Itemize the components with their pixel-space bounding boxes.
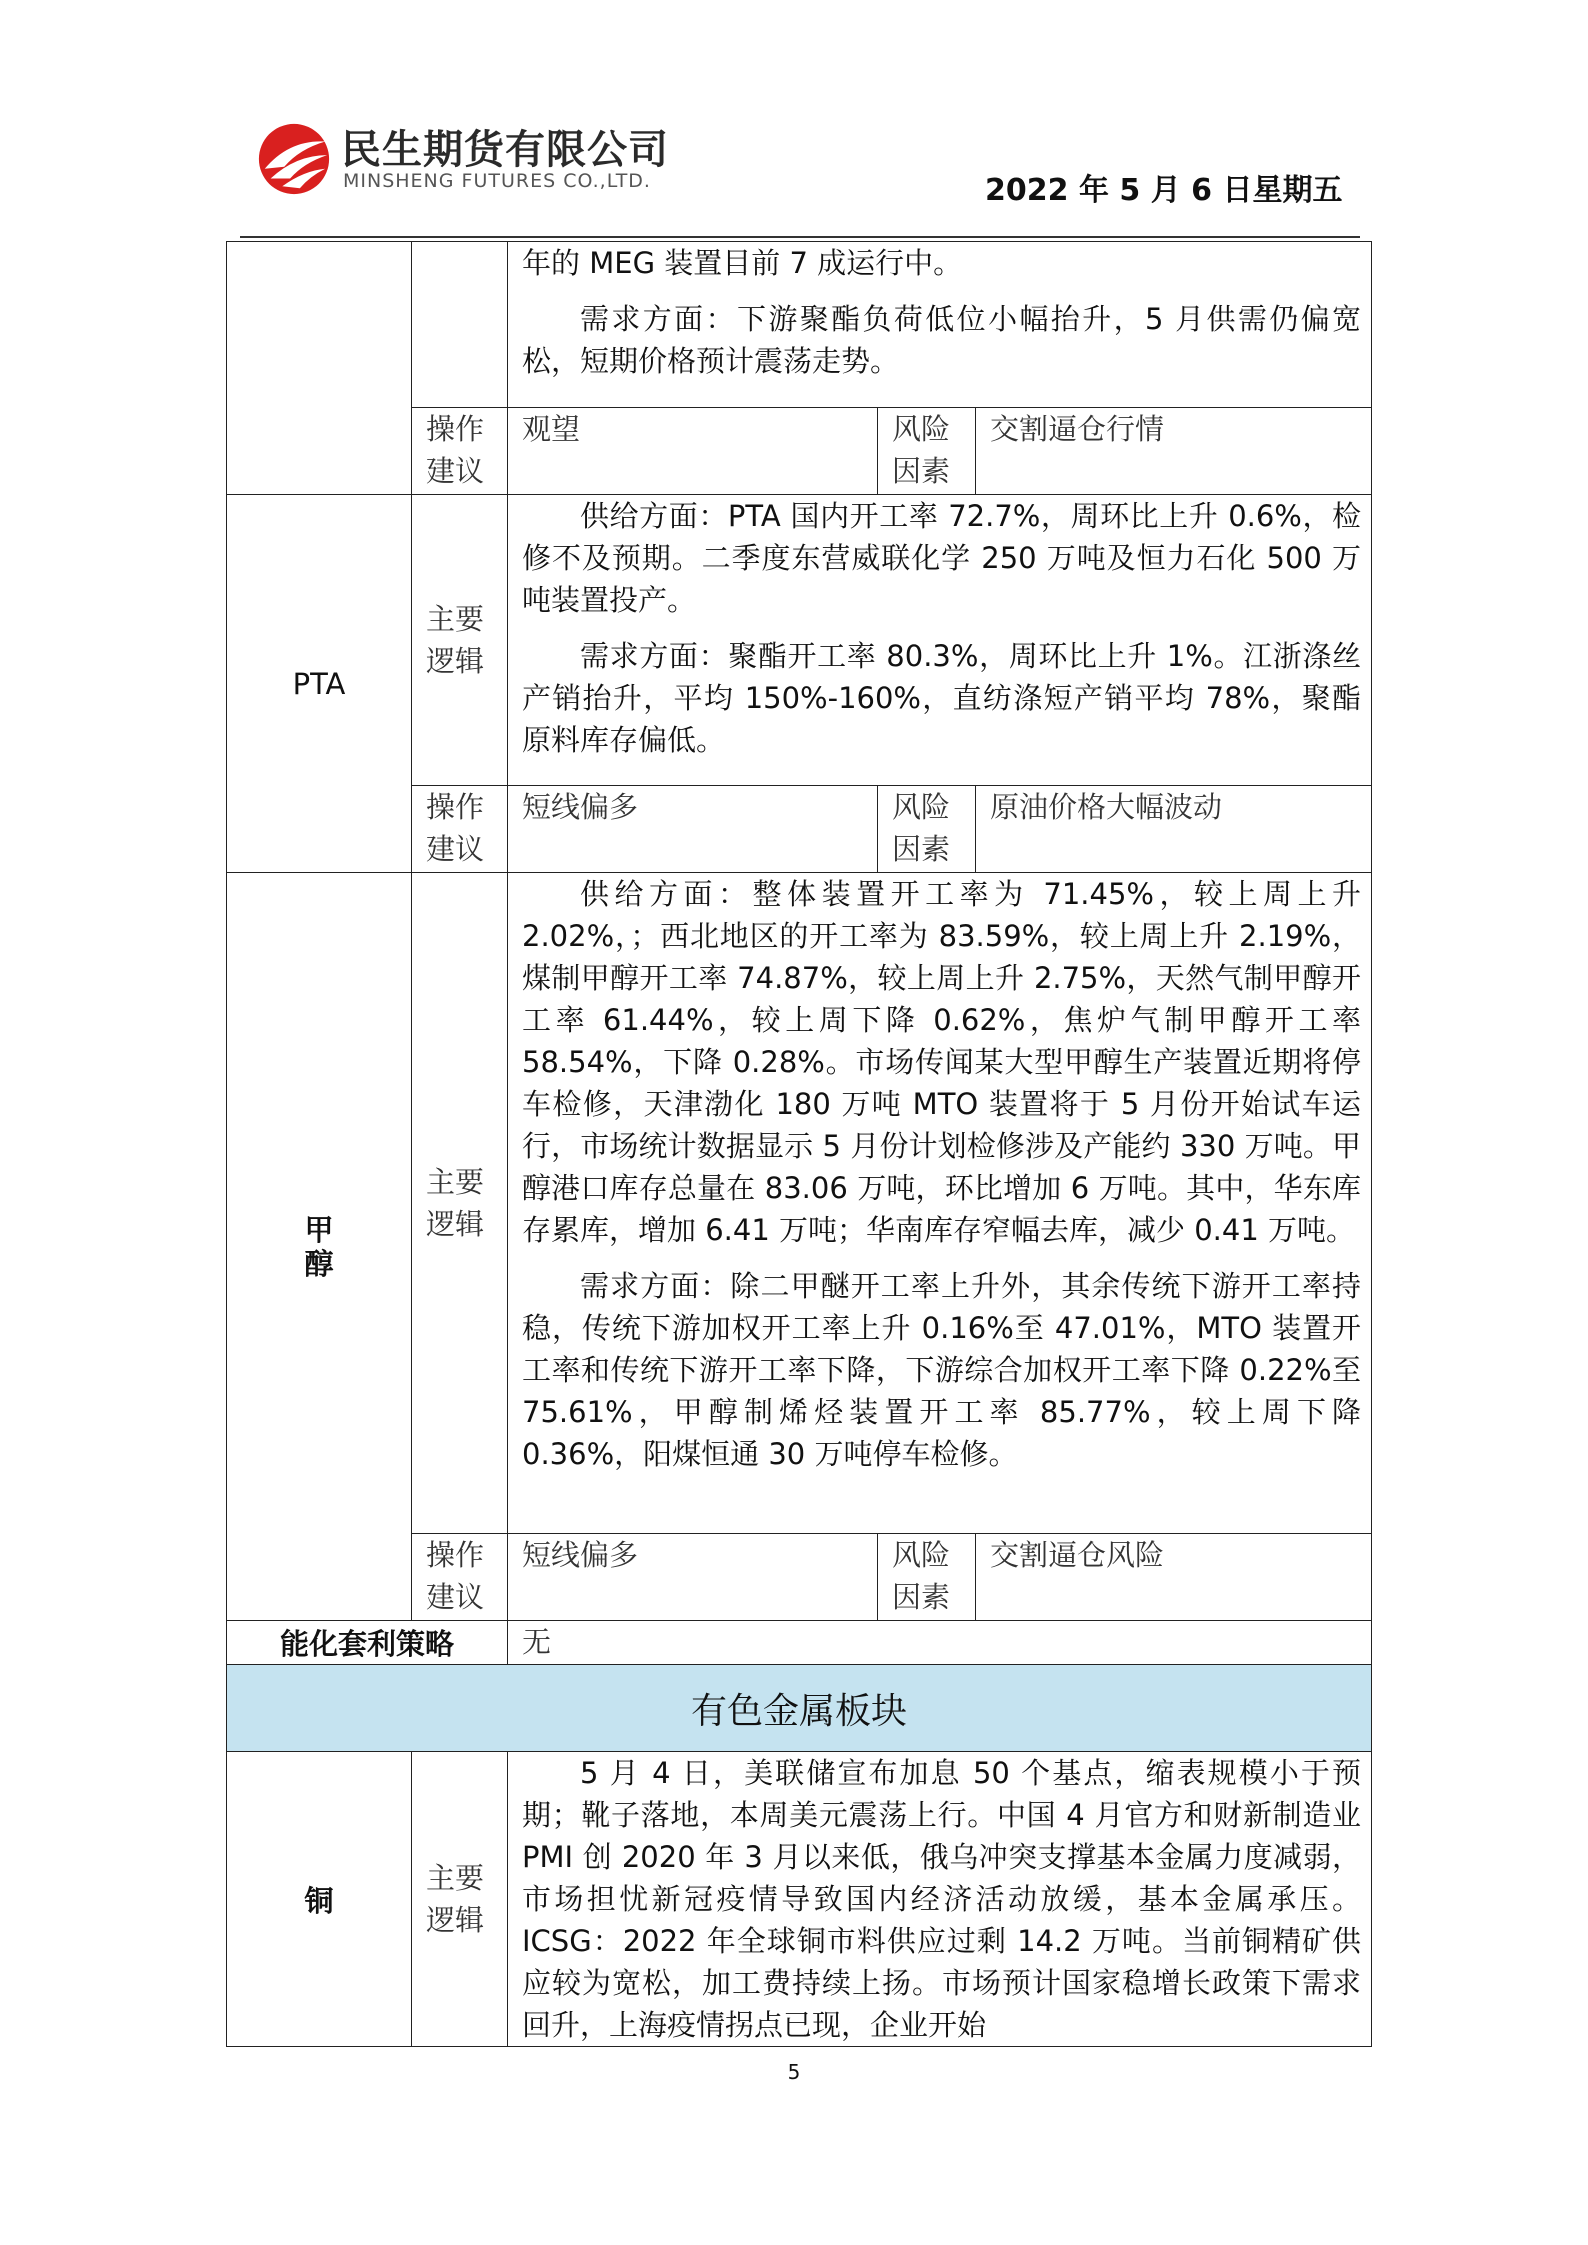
pta-logic-label: 主要逻辑 <box>426 602 485 678</box>
methanol-name-text: 甲醇 <box>304 1212 334 1281</box>
arbitrage-label: 能化套利策略 <box>227 1621 508 1665</box>
methanol-op-value: 短线偏多 <box>522 1538 639 1572</box>
methanol-risk-value: 交割逼仓风险 <box>990 1538 1165 1572</box>
meg-op-value: 观望 <box>522 412 581 446</box>
pta-op-value: 短线偏多 <box>522 790 639 824</box>
section-title: 有色金属板块 <box>227 1665 1372 1752</box>
header-divider <box>240 236 1360 238</box>
minsheng-logo-icon <box>255 120 333 198</box>
report-date: 2022 年 5 月 6 日星期五 <box>985 173 1343 208</box>
pta-risk-label: 风险因素 <box>892 790 951 866</box>
methanol-op-label: 操作建议 <box>426 1538 485 1614</box>
meg-op-label: 操作建议 <box>426 412 485 488</box>
meg-logic-label-cell <box>412 242 508 408</box>
methanol-logic-p2: 需求方面：除二甲醚开工率上升外，其余传统下游开工率持稳，传统下游加权开工率上升 0.16%至 47.01%，MTO 装置开工率和传统下游开工率下降，下游综合加权开工率下降 0.22%至 75.61%，甲醇制烯烃装置开工率 85.77%，较上周下降 0.36%，阳煤恒通 30 万吨停车检修。 <box>522 1269 1362 1471</box>
company-name-cn: 民生期货有限公司 <box>341 127 669 173</box>
copper-logic-label: 主要逻辑 <box>426 1861 485 1937</box>
pta-product-name: PTA <box>227 495 412 873</box>
pta-logic-row <box>227 495 1372 786</box>
meg-logic-row <box>227 242 1372 408</box>
arbitrage-row <box>227 1621 1372 1665</box>
meg-logic-p1: 年的 MEG 装置目前 7 成运行中。 <box>522 246 963 280</box>
arbitrage-value: 无 <box>522 1625 552 1659</box>
methanol-risk-label: 风险因素 <box>892 1538 951 1614</box>
methanol-logic-label: 主要逻辑 <box>426 1165 485 1241</box>
copper-logic-row <box>227 1752 1372 2047</box>
meg-logic-cell <box>508 242 1372 408</box>
copper-logic-p1: 5 月 4 日，美联储宣布加息 50 个基点，缩表规模小于预期；靴子落地，本周美元震荡上行。中国 4 月官方和财新制造业 PMI 创 2020 年 3 月以来低，俄乌冲突支撑基本金属力度减弱，市场担忧新冠疫情导致国内经济活动放缓，基本金属承压。ICSG：2022 年全球铜市料供应过剩 14.2 万吨。当前铜精矿供应较为宽松，加工费持续上扬。市场预计国家稳增长政策下需求回升，上海疫情拐点已现，企业开始 <box>522 1756 1362 2042</box>
meg-product-cell <box>227 242 412 495</box>
company-logo <box>255 112 735 202</box>
meg-risk-label: 风险因素 <box>892 412 951 488</box>
methanol-product-name <box>227 873 412 1621</box>
company-name-en: MINSHENG FUTURES CO.,LTD. <box>343 170 651 192</box>
copper-product-name: 铜 <box>227 1752 412 2047</box>
page-number: 5 <box>787 2060 801 2084</box>
meg-risk-value: 交割逼仓行情 <box>990 412 1165 446</box>
meg-logic-p2: 需求方面：下游聚酯负荷低位小幅抬升，5 月供需仍偏宽松，短期价格预计震荡走势。 <box>522 302 1362 378</box>
methanol-logic-row <box>227 873 1372 1534</box>
section-header-row <box>227 1665 1372 1752</box>
strategy-table <box>226 241 1372 2047</box>
methanol-logic-p1: 供给方面：整体装置开工率为 71.45%，较上周上升 2.02%，；西北地区的开工率为 83.59%，较上周上升 2.19%，煤制甲醇开工率 74.87%，较上周上升 2.75%，天然气制甲醇开工率 61.44%，较上周下降 0.62%，焦炉气制甲醇开工率 58.54%，下降 0.28%。市场传闻某大型甲醇生产装置近期将停车检修，天津渤化 180 万吨 MTO 装置将于 5 月份开始试车运行，市场统计数据显示 5 月份计划检修涉及产能约 330 万吨。甲醇港口库存总量在 83.06 万吨，环比增加 6 万吨。其中，华东库存累库，增加 6.41 万吨；华南库存窄幅去库，减少 0.41 万吨。 <box>522 877 1362 1247</box>
pta-logic-p1: 供给方面：PTA 国内开工率 72.7%，周环比上升 0.6%，检修不及预期。二季度东营威联化学 250 万吨及恒力石化 500 万吨装置投产。 <box>522 499 1362 617</box>
pta-logic-p2: 需求方面：聚酯开工率 80.3%，周环比上升 1%。江浙涤丝产销抬升，平均 150%-160%，直纺涤短产销平均 78%，聚酯原料库存偏低。 <box>522 639 1362 757</box>
pta-op-label: 操作建议 <box>426 790 485 866</box>
pta-risk-value: 原油价格大幅波动 <box>990 790 1223 824</box>
